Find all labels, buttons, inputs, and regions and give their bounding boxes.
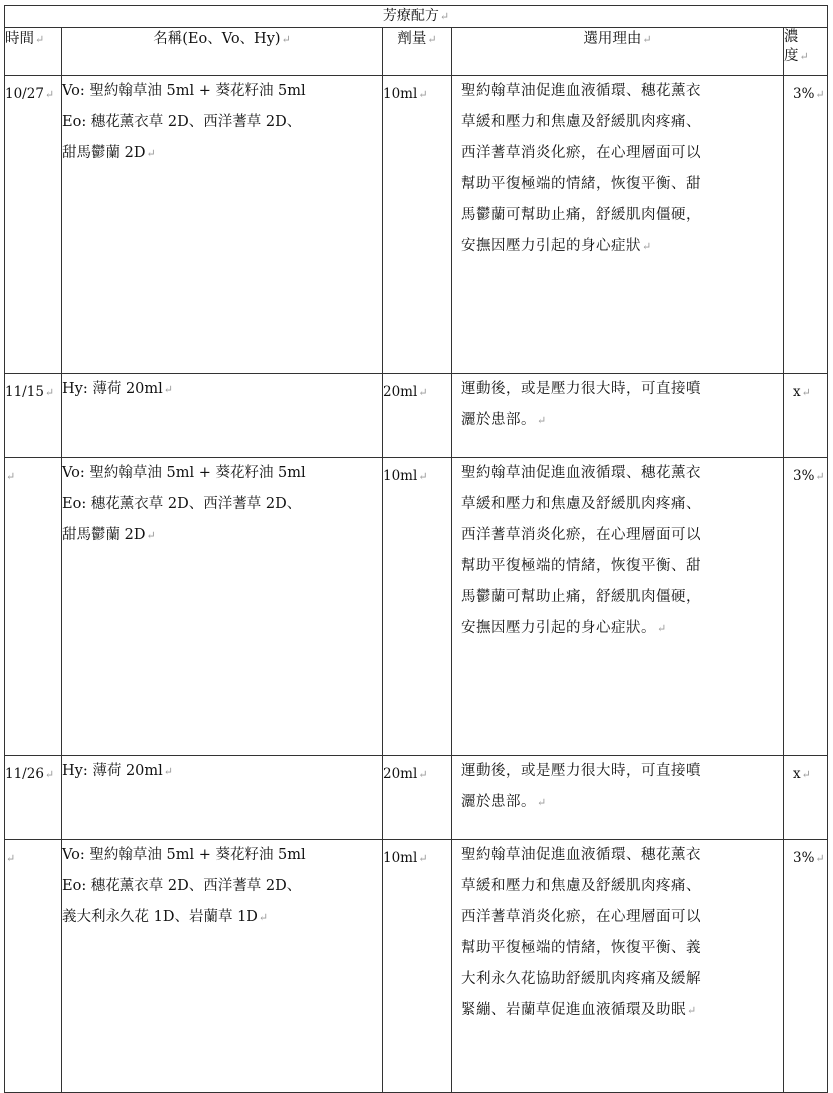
paragraph-mark-icon: ↵ [418, 386, 428, 399]
name-line-text: Eo: 穗花薰衣草 2D、西洋蓍草 2D、 [62, 878, 302, 894]
cell-concentration [784, 840, 828, 1093]
name-line-text: 甜馬鬱蘭 2D [62, 145, 146, 161]
paragraph-mark-icon: ↵ [258, 911, 269, 924]
cell-name [62, 374, 383, 458]
paragraph-mark-icon: ↵ [815, 852, 825, 865]
reason-line-text: 聖約翰草油促進血液循環、穗花薰衣 [461, 847, 701, 863]
cell-time [5, 374, 62, 458]
reason-line [461, 231, 783, 262]
reason-line [461, 787, 783, 818]
name-line [62, 756, 382, 787]
reason-line-text: 草緩和壓力和焦慮及舒緩肌肉疼痛、 [461, 878, 701, 894]
table-body [5, 76, 828, 1093]
reason-line [461, 76, 783, 107]
reason-line [461, 138, 783, 169]
paragraph-mark-icon: ↵ [657, 622, 667, 635]
reason-line-text: 馬鬱蘭可幫助止痛，舒緩肌肉僵硬， [461, 207, 701, 223]
reason-line [461, 458, 783, 489]
reason-line [461, 995, 783, 1026]
cell-dose [383, 840, 452, 1093]
reason-line-text: 馬鬱蘭可幫助止痛，舒緩肌肉僵硬， [461, 589, 701, 605]
reason-line-text: 幫助平復極端的情緒，恢復平衡、甜 [461, 176, 701, 192]
dose-value: 20ml [383, 766, 418, 782]
concentration-value: x [793, 384, 801, 400]
paragraph-mark-icon: ↵ [44, 386, 55, 399]
reason-line-text: 聖約翰草油促進血液循環、穗花薰衣 [461, 83, 701, 99]
title-row [5, 6, 828, 28]
cell-name [62, 458, 383, 756]
dose-value: 10ml [383, 850, 418, 866]
paragraph-mark-icon: ↵ [642, 240, 652, 253]
table-row [5, 76, 828, 374]
paragraph-mark-icon: ↵ [799, 50, 809, 63]
reason-line-text: 西洋蓍草消炎化瘀，在心理層面可以 [461, 527, 701, 543]
paragraph-mark-icon: ↵ [801, 768, 811, 781]
table-row [5, 756, 828, 840]
paragraph-mark-icon: ↵ [801, 386, 811, 399]
reason-line [461, 756, 783, 787]
reason-line-text: 西洋蓍草消炎化瘀，在心理層面可以 [461, 145, 701, 161]
reason-line [461, 964, 783, 995]
reason-line [461, 107, 783, 138]
reason-line-text: 灑於患部。 [461, 412, 536, 428]
header-dose-label: 劑量 [397, 31, 427, 47]
name-line-text: Vo: 聖約翰草油 5ml + 葵花籽油 5ml [62, 847, 306, 863]
header-concentration-line2: 度 [784, 48, 799, 64]
reason-line [461, 613, 783, 644]
table-row [5, 840, 828, 1093]
reason-line [461, 933, 783, 964]
table-title-cell [5, 6, 828, 28]
paragraph-mark-icon: ↵ [6, 470, 16, 483]
header-row [5, 28, 828, 76]
paragraph-mark-icon: ↵ [815, 470, 825, 483]
header-concentration [784, 28, 828, 76]
reason-line [461, 169, 783, 200]
paragraph-mark-icon: ↵ [418, 88, 428, 101]
header-dose [383, 28, 452, 76]
paragraph-mark-icon: ↵ [537, 414, 547, 427]
reason-line [461, 840, 783, 871]
reason-line [461, 405, 783, 436]
cell-name [62, 756, 383, 840]
reason-line-text: 聖約翰草油促進血液循環、穗花薰衣 [461, 465, 701, 481]
cell-concentration [784, 76, 828, 374]
name-line-text: 義大利永久花 1D、岩蘭草 1D [62, 909, 258, 925]
cell-concentration [784, 458, 828, 756]
reason-line-text: 安撫因壓力引起的身心症狀。 [461, 620, 656, 636]
name-line [62, 138, 382, 169]
name-line-text: Vo: 聖約翰草油 5ml + 葵花籽油 5ml [62, 83, 306, 99]
name-line [62, 902, 382, 933]
paragraph-mark-icon: ↵ [163, 383, 173, 396]
cell-name [62, 76, 383, 374]
reason-line-text: 安撫因壓力引起的身心症狀 [461, 238, 641, 254]
paragraph-mark-icon: ↵ [146, 147, 156, 160]
header-time [5, 28, 62, 76]
reason-line-text: 幫助平復極端的情緒，恢復平衡、甜 [461, 558, 701, 574]
reason-line-text: 大利永久花協助舒緩肌肉疼痛及緩解 [461, 971, 701, 987]
paragraph-mark-icon: ↵ [6, 852, 16, 865]
paragraph-mark-icon: ↵ [687, 1004, 697, 1017]
reason-line-text: 運動後，或是壓力很大時，可直接噴 [461, 381, 701, 397]
paragraph-mark-icon: ↵ [44, 768, 55, 781]
aromatherapy-formula-table [4, 5, 828, 1093]
cell-dose [383, 756, 452, 840]
name-line-text: Hy: 薄荷 20ml [62, 763, 163, 779]
reason-line [461, 902, 783, 933]
concentration-value: 3% [793, 86, 815, 102]
header-name [62, 28, 383, 76]
header-time-label: 時間 [5, 31, 34, 47]
reason-line [461, 520, 783, 551]
paragraph-mark-icon: ↵ [35, 33, 45, 46]
reason-line [461, 551, 783, 582]
cell-reason [452, 458, 784, 756]
reason-line [461, 200, 783, 231]
reason-line [461, 871, 783, 902]
cell-dose [383, 458, 452, 756]
cell-time [5, 756, 62, 840]
name-line [62, 840, 382, 871]
reason-line-text: 運動後，或是壓力很大時，可直接噴 [461, 763, 701, 779]
name-line [62, 520, 382, 551]
paragraph-mark-icon: ↵ [537, 796, 547, 809]
header-reason-label: 選用理由 [583, 31, 642, 47]
reason-line [461, 582, 783, 613]
cell-reason [452, 840, 784, 1093]
cell-concentration [784, 756, 828, 840]
cell-time [5, 76, 62, 374]
dose-value: 10ml [383, 86, 418, 102]
paragraph-mark-icon: ↵ [418, 768, 428, 781]
name-line [62, 107, 382, 138]
time-value: 11/15 [5, 384, 44, 400]
time-value: 10/27 [5, 86, 44, 102]
name-line-text: Eo: 穗花薰衣草 2D、西洋蓍草 2D、 [62, 114, 302, 130]
name-line-text: Hy: 薄荷 20ml [62, 381, 163, 397]
reason-line-text: 草緩和壓力和焦慮及舒緩肌肉疼痛、 [461, 114, 701, 130]
paragraph-mark-icon: ↵ [163, 765, 173, 778]
name-line [62, 871, 382, 902]
name-line [62, 76, 382, 107]
table-row [5, 458, 828, 756]
name-line [62, 489, 382, 520]
paragraph-mark-icon: ↵ [427, 33, 437, 46]
time-value: 11/26 [5, 766, 44, 782]
header-concentration-line1: 濃 [784, 29, 799, 45]
reason-line [461, 489, 783, 520]
concentration-value: 3% [793, 468, 815, 484]
reason-line [461, 374, 783, 405]
concentration-value: x [793, 766, 801, 782]
table-row [5, 374, 828, 458]
reason-line-text: 緊繃、岩蘭草促進血液循環及助眠 [461, 1002, 686, 1018]
header-concentration-line2-wrap [784, 47, 827, 66]
reason-line-text: 幫助平復極端的情緒，恢復平衡、義 [461, 940, 701, 956]
paragraph-mark-icon: ↵ [418, 852, 428, 865]
cell-dose [383, 374, 452, 458]
name-line [62, 458, 382, 489]
reason-line-text: 草緩和壓力和焦慮及舒緩肌肉疼痛、 [461, 496, 701, 512]
dose-value: 20ml [383, 384, 418, 400]
name-line-text: Eo: 穗花薰衣草 2D、西洋蓍草 2D、 [62, 496, 302, 512]
paragraph-mark-icon: ↵ [642, 33, 652, 46]
cell-time [5, 840, 62, 1093]
cell-dose [383, 76, 452, 374]
paragraph-mark-icon: ↵ [281, 33, 291, 46]
cell-name [62, 840, 383, 1093]
name-line [62, 374, 382, 405]
concentration-value: 3% [793, 850, 815, 866]
dose-value: 10ml [383, 468, 418, 484]
cell-reason [452, 76, 784, 374]
paragraph-mark-icon: ↵ [439, 10, 450, 23]
reason-line-text: 灑於患部。 [461, 794, 536, 810]
paragraph-mark-icon: ↵ [44, 88, 55, 101]
name-line-text: Vo: 聖約翰草油 5ml + 葵花籽油 5ml [62, 465, 306, 481]
table-title: 芳療配方 [382, 8, 439, 24]
paragraph-mark-icon: ↵ [146, 529, 156, 542]
paragraph-mark-icon: ↵ [815, 88, 825, 101]
cell-time [5, 458, 62, 756]
header-name-label: 名稱(Eo、Vo、Hy) [153, 31, 281, 47]
paragraph-mark-icon: ↵ [418, 470, 428, 483]
header-reason [452, 28, 784, 76]
cell-reason [452, 756, 784, 840]
cell-reason [452, 374, 784, 458]
name-line-text: 甜馬鬱蘭 2D [62, 527, 146, 543]
reason-line-text: 西洋蓍草消炎化瘀，在心理層面可以 [461, 909, 701, 925]
cell-concentration [784, 374, 828, 458]
